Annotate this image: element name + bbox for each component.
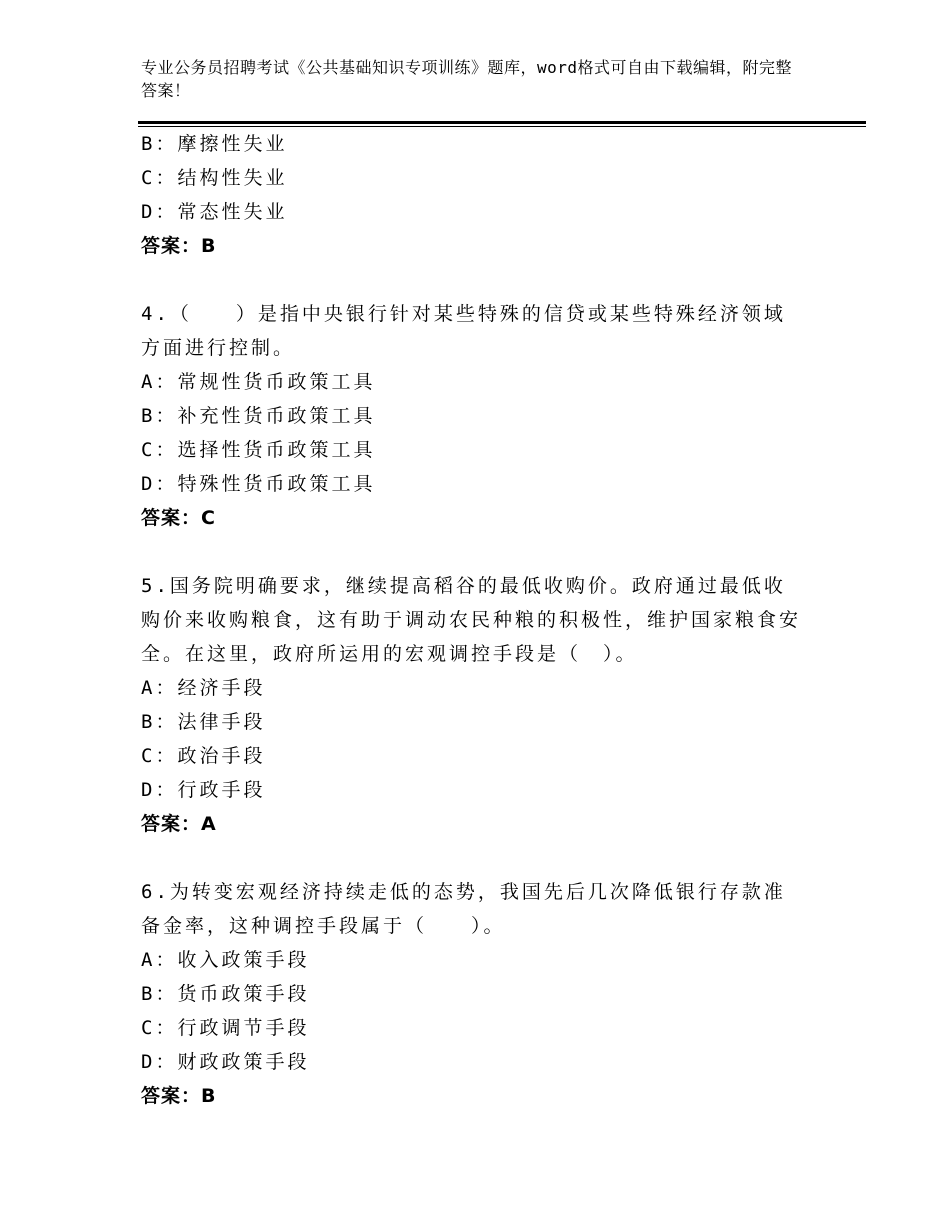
option-b: B：摩擦性失业 xyxy=(141,133,288,155)
question-list xyxy=(141,127,821,1113)
option-d: D：特殊性货币政策工具 xyxy=(141,473,376,495)
option-b: B：货币政策手段 xyxy=(141,983,310,1005)
question-4 xyxy=(141,297,821,535)
page-header: 专业公务员招聘考试《公共基础知识专项训练》题库，word格式可自由下载编辑，附完整答案！ xyxy=(141,58,793,100)
spacer xyxy=(141,535,821,569)
option-d: D：行政手段 xyxy=(141,779,266,801)
option-a: A：常规性货币政策工具 xyxy=(141,371,376,393)
option-d: D：财政政策手段 xyxy=(141,1051,310,1073)
option-c: C：结构性失业 xyxy=(141,167,288,189)
spacer xyxy=(141,263,821,297)
question-stem: 5.国务院明确要求，继续提高稻谷的最低收购价。政府通过最低收购价来收购粮食，这有助于调动农民种粮的积极性，维护国家粮食安全。在这里，政府所运用的宏观调控手段是（ ）。 xyxy=(141,575,802,665)
question-3 xyxy=(141,127,821,263)
spacer xyxy=(141,841,821,875)
option-c: C：选择性货币政策工具 xyxy=(141,439,376,461)
option-b: B：法律手段 xyxy=(141,711,266,733)
question-stem: 6.为转变宏观经济持续走低的态势，我国先后几次降低银行存款准备金率，这种调控手段属于（ ）。 xyxy=(141,881,786,937)
question-6 xyxy=(141,875,821,1113)
option-c: C：政治手段 xyxy=(141,745,266,767)
answer-label: 答案：A xyxy=(141,813,217,835)
question-5 xyxy=(141,569,821,841)
answer-label: 答案：B xyxy=(141,1085,217,1107)
header-rule-thick xyxy=(138,121,866,124)
option-c: C：行政调节手段 xyxy=(141,1017,310,1039)
option-b: B：补充性货币政策工具 xyxy=(141,405,376,427)
option-a: A：经济手段 xyxy=(141,677,266,699)
option-d: D：常态性失业 xyxy=(141,201,288,223)
question-stem: 4.（ ）是指中央银行针对某些特殊的信贷或某些特殊经济领域方面进行控制。 xyxy=(141,303,786,359)
option-a: A：收入政策手段 xyxy=(141,949,310,971)
answer-label: 答案：C xyxy=(141,507,216,529)
answer-label: 答案：B xyxy=(141,235,217,257)
